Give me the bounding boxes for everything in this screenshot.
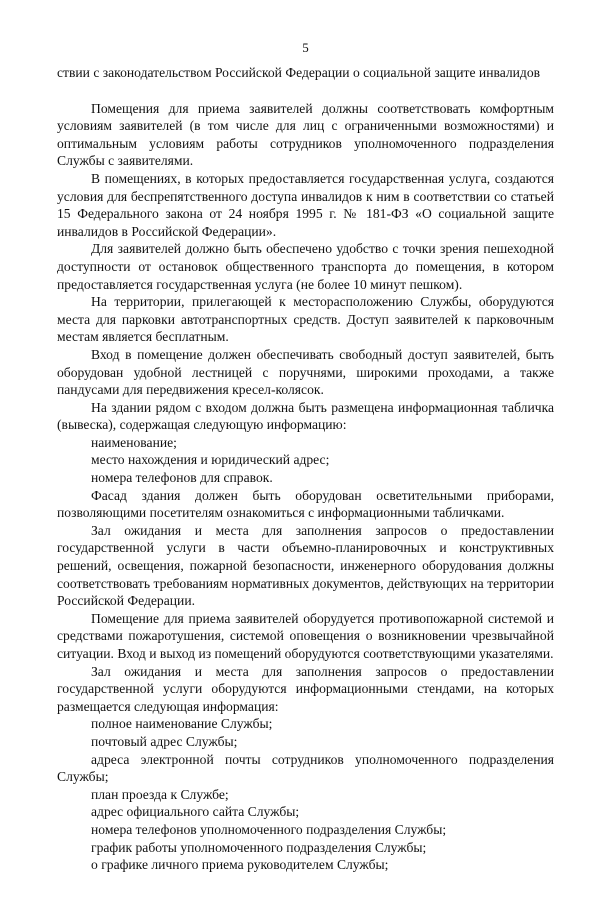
list-item: адрес официального сайта Службы; (91, 804, 300, 820)
paragraph-entrance: Вход в помещение должен обеспечивать свободный доступ заявителей, быть оборудован удобной лестницей с поручнями, широкими проходами, а также пандусами для передвижения кресел-колясок. (57, 346, 554, 398)
list-item: адреса электронной почты сотрудников уполномоченного подразделения Службы; (57, 751, 554, 785)
paragraph-facade: Фасад здания должен быть оборудован осветительными приборами, позволяющими посетителям ознакомиться с информационными табличками. (57, 487, 554, 521)
paragraph-sign: На здании рядом с входом должна быть размещена информационная табличка (вывеска), содержащая следующую информацию: (57, 399, 554, 433)
list-item: о графике личного приема руководителем Службы; (91, 857, 389, 873)
paragraph-fire-safety: Помещение для приема заявителей оборудуется противопожарной системой и средствами пожаротушения, системой оповещения о возникновении чрезвычайной ситуации. Вход и выход из помещений оборудуются соответствующими указателями. (57, 610, 554, 661)
paragraph-continuation: ствии с законодательством Российской Федерации о социальной защите инвалидов (57, 65, 541, 80)
list-item: план проезда к Службе; (91, 786, 229, 802)
list-item: полное наименование Службы; (91, 716, 273, 732)
paragraph-premises-requirements: Помещения для приема заявителей должны соответствовать комфортным условиям заявителей (в том числе для лиц с ограниченными возможностями) и оптимальным условиям работы сотрудников уполномоченного подразделения Службы с заявителями. (57, 100, 554, 169)
list-item: место нахождения и юридический адрес; (91, 452, 330, 468)
paragraph-disabled-access: В помещениях, в которых предоставляется государственная услуга, создаются условия для беспрепятственного доступа инвалидов к ним в соответствии со статьей 15 Федерального закона от 24 ноября 1995 г. № 181-ФЗ «О социальной защите инвалидов в Российской Федерации». (57, 170, 554, 239)
list-item: наименование; (91, 434, 177, 450)
paragraph-parking: На территории, прилегающей к месторасположению Службы, оборудуются места для парковки автотранспортных средств. Доступ заявителей к парковочным местам является бесплатным. (57, 294, 554, 345)
list-item: почтовый адрес Службы; (91, 733, 238, 749)
paragraph-walking-distance: Для заявителей должно быть обеспечено удобство с точки зрения пешеходной доступности от остановок общественного транспорта до помещения, в котором предоставляется государственная услуга (не более 10 минут пешком). (57, 241, 554, 292)
paragraph-info-stands: Зал ожидания и места для заполнения запросов о предоставлении государственной услуги оборудуются информационными стендами, на которых размещается следующая информация: (57, 663, 554, 714)
paragraph-waiting-hall: Зал ожидания и места для заполнения запросов о предоставлении государственной услуги в части объемно-планировочных и конструктивных решений, освещения, пожарной безопасности, инженерного оборудования должны соответствовать требованиям нормативных документов, действующих на территории Российской Федерации. (57, 522, 554, 609)
list-item: номера телефонов для справок. (91, 470, 273, 486)
list-item: номера телефонов уполномоченного подразделения Службы; (91, 821, 447, 837)
document-body (57, 64, 554, 874)
page-number: 5 (302, 40, 309, 55)
list-item: график работы уполномоченного подразделения Службы; (91, 839, 427, 855)
